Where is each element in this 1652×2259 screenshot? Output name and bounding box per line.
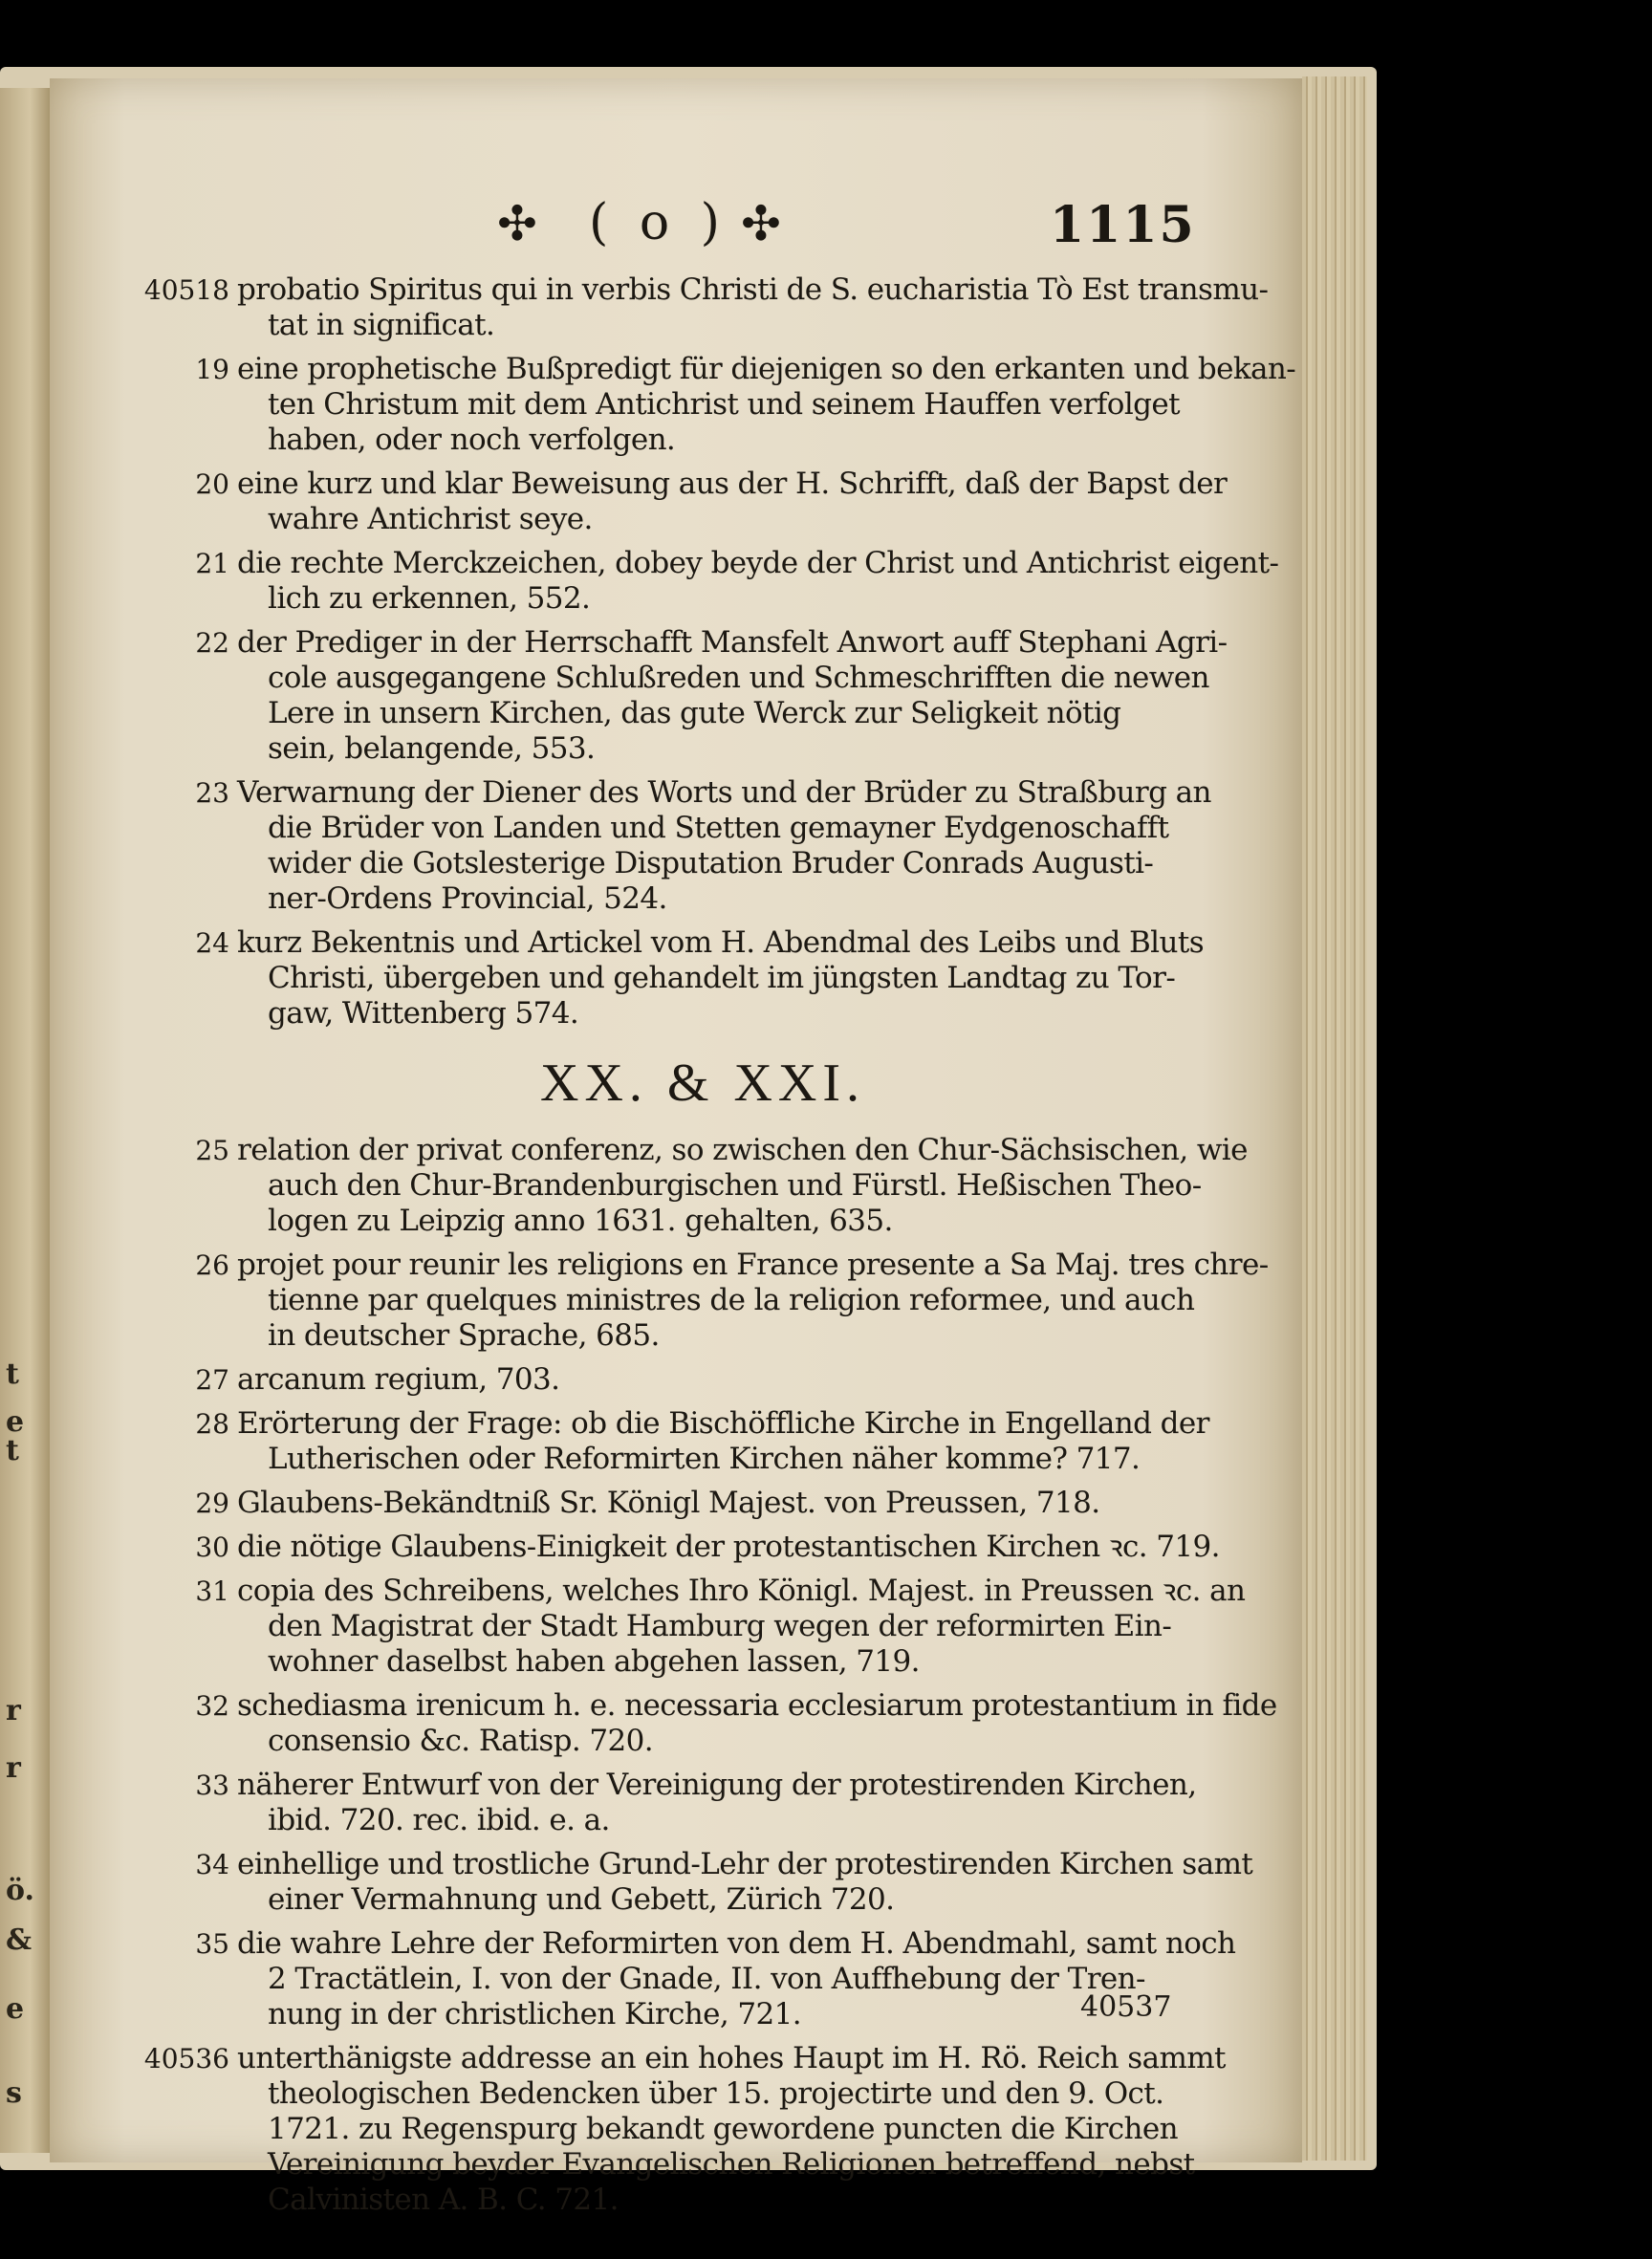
left-margin-char: s: [6, 2076, 22, 2110]
entry-line: 1721. zu Regenspurg bekandt gewordene puncten die Kirchen: [268, 2112, 1179, 2146]
page-edges: [1302, 76, 1367, 2161]
entry-line: sein, belangende, 553.: [268, 731, 596, 766]
entry-text: [237, 1847, 1253, 1918]
list-item: [134, 925, 1205, 1032]
entry-line: tat in significat.: [268, 308, 495, 342]
entry-line: projet pour reunir les religions en France presente a Sa Maj. tres chre-: [237, 1248, 1269, 1282]
entry-group-b: [134, 1133, 1277, 2218]
left-margin-char: e: [6, 1992, 25, 2026]
entry-number: 32: [195, 1690, 229, 1722]
entry-number: 22: [195, 627, 229, 659]
entry-text: [237, 925, 1205, 1032]
entry-text: [237, 1406, 1209, 1477]
list-item: [134, 1688, 1277, 1759]
entry-text: [237, 625, 1228, 767]
entry-number: 28: [195, 1408, 229, 1440]
entry-line: näherer Entwurf von der Vereinigung der protestirenden Kirchen,: [237, 1768, 1197, 1802]
entry-number: 33: [195, 1770, 229, 1801]
entry-number: 26: [195, 1249, 229, 1281]
entry-line: Glaubens-Bekändtniß Sr. Königl Majest. von Preussen, 718.: [237, 1486, 1100, 1520]
entry-number: 27: [195, 1364, 229, 1396]
entry-text: [237, 1248, 1269, 1354]
fleuron-icon: ✣: [497, 196, 537, 251]
entry-line: unterthänigste addresse an ein hohes Haupt im H. Rö. Reich sammt: [237, 2041, 1226, 2075]
entry-number: 34: [195, 1849, 229, 1880]
entry-line: den Magistrat der Stadt Hamburg wegen der reformirten Ein-: [268, 1609, 1172, 1643]
list-item: [134, 775, 1211, 917]
entry-line: Calvinisten A. B. C. 721.: [268, 2183, 619, 2217]
entry-line: schediasma irenicum h. e. necessaria ecclesiarum protestantium in fide: [237, 1688, 1277, 1723]
entry-line: relation der privat conferenz, so zwischen den Chur-Sächsischen, wie: [237, 1133, 1248, 1167]
entry-number: 40536: [143, 2043, 229, 2074]
entry-text: [237, 1133, 1248, 1239]
left-margin-char: t: [6, 1434, 19, 1467]
entry-line: tienne par quelques ministres de la religion reformee, und auch: [268, 1283, 1195, 1317]
entry-line: theologischen Bedencken über 15. projectirte und den 9. Oct.: [268, 2076, 1164, 2111]
entry-number: 21: [195, 548, 229, 579]
entry-line: cole ausgegangene Schlußreden und Schmeschrifften die newen: [268, 661, 1209, 695]
entry-line: logen zu Leipzig anno 1631. gehalten, 635.: [268, 1204, 893, 1238]
entry-text: [237, 1688, 1277, 1759]
list-item: [134, 1248, 1269, 1354]
entry-number: 29: [195, 1488, 229, 1519]
entry-number: 31: [195, 1575, 229, 1607]
entry-line: arcanum regium, 703.: [237, 1362, 560, 1397]
list-item: [134, 1926, 1236, 2032]
entry-text: [237, 1530, 1220, 1565]
list-item: [134, 1574, 1246, 1680]
entry-text: [237, 2041, 1226, 2218]
entry-line: copia des Schreibens, welches Ihro Königl. Majest. in Preussen ꝛc. an: [237, 1574, 1246, 1608]
left-margin-char: r: [6, 1751, 21, 1785]
list-item: [134, 352, 1296, 458]
left-margin-char: ö.: [6, 1874, 34, 1907]
entry-line: wider die Gotslesterige Disputation Bruder Conrads Augusti-: [268, 846, 1154, 880]
left-margin-char: e: [6, 1405, 25, 1439]
entry-number: 25: [195, 1135, 229, 1166]
entry-line: einhellige und trostliche Grund-Lehr der protestirenden Kirchen samt: [237, 1847, 1253, 1881]
entry-number: 30: [195, 1531, 229, 1563]
entry-text: [237, 272, 1269, 343]
entry-text: [237, 775, 1211, 917]
entry-line: die rechte Merckzeichen, dobey beyde der Christ und Antichrist eigent-: [237, 546, 1279, 580]
list-item: [134, 272, 1269, 343]
entry-line: auch den Chur-Brandenburgischen und Fürstl. Heßischen Theo-: [268, 1168, 1202, 1203]
entry-line: probatio Spiritus qui in verbis Christi de S. eucharistia Tò Est transmu-: [237, 272, 1269, 307]
list-item: [134, 1486, 1195, 1521]
entry-line: in deutscher Sprache, 685.: [268, 1318, 660, 1353]
entry-line: nung in der christlichen Kirche, 721.: [268, 1997, 802, 2031]
list-item: [134, 467, 1228, 537]
page-number: 1115: [1050, 196, 1196, 254]
fleuron-icon: ✣: [741, 196, 781, 251]
entry-line: Erörterung der Frage: ob die Bischöffliche Kirche in Engelland der: [237, 1406, 1209, 1441]
entry-line: lich zu erkennen, 552.: [268, 581, 591, 616]
list-item: [134, 1362, 1195, 1398]
entry-line: gaw, Wittenberg 574.: [268, 996, 579, 1031]
entry-text: [237, 1362, 1195, 1398]
entry-line: die Brüder von Landen und Stetten gemayner Eydgenoschafft: [268, 811, 1169, 845]
entry-line: der Prediger in der Herrschafft Mansfelt Anwort auff Stephani Agri-: [237, 625, 1228, 660]
left-margin-char: t: [6, 1358, 19, 1391]
entry-text: [237, 1574, 1246, 1680]
entry-number: 24: [195, 927, 229, 959]
list-item: [134, 1768, 1195, 1838]
entry-number: 40518: [143, 274, 229, 306]
entry-line: Vereinigung beyder Evangelischen Religionen betreffend, nebst: [268, 2147, 1195, 2182]
entry-line: ner-Ordens Provincial, 524.: [268, 881, 667, 916]
entry-number: 23: [195, 777, 229, 809]
entry-line: die wahre Lehre der Reformirten von dem H. Abendmahl, samt noch: [237, 1926, 1236, 1961]
entry-text: [237, 546, 1279, 617]
list-item: [134, 1847, 1253, 1918]
left-margin-char: r: [6, 1694, 21, 1727]
left-margin-char: &: [6, 1923, 33, 1957]
entry-line: consensio &c. Ratisp. 720.: [268, 1724, 654, 1758]
entry-text: [237, 1768, 1195, 1838]
entry-group-a: [134, 272, 1296, 1032]
entry-number: 20: [195, 468, 229, 500]
entry-line: einer Vermahnung und Gebett, Zürich 720.: [268, 1882, 895, 1917]
entry-number: 35: [195, 1928, 229, 1960]
left-page-edge: [0, 88, 50, 2153]
list-item: [134, 1530, 1220, 1565]
list-item: [134, 1406, 1209, 1477]
entry-number: 19: [195, 354, 229, 385]
entry-line: kurz Bekentnis und Artickel vom H. Abendmal des Leibs und Bluts: [237, 925, 1205, 960]
entry-line: wahre Antichrist seye.: [268, 502, 593, 536]
entry-text: [237, 1486, 1195, 1521]
entry-line: Christi, übergeben und gehandelt im jüngsten Landtag zu Tor-: [268, 961, 1176, 995]
running-header: [497, 194, 1196, 263]
entry-text: [237, 467, 1228, 537]
entry-line: haben, oder noch verfolgen.: [268, 423, 676, 457]
entry-line: eine prophetische Bußpredigt für diejenigen so den erkanten und bekan-: [237, 352, 1296, 386]
list-item: [134, 625, 1228, 767]
list-item: [134, 546, 1279, 617]
entry-line: ten Christum mit dem Antichrist und seinem Hauffen verfolget: [268, 387, 1181, 422]
entry-line: 2 Tractätlein, I. von der Gnade, II. von Auffhebung der Tren-: [268, 1962, 1145, 1996]
entry-line: Lere in unsern Kirchen, das gute Werck zur Seligkeit nötig: [268, 696, 1121, 730]
catchword: 40537: [1080, 1990, 1172, 2024]
header-signature: ( o ): [589, 194, 728, 251]
entry-line: eine kurz und klar Beweisung aus der H. Schrifft, daß der Bapst der: [237, 467, 1228, 501]
entry-text: [237, 1926, 1236, 2032]
list-item: [134, 1133, 1248, 1239]
entry-line: Lutherischen oder Reformirten Kirchen näher komme? 717.: [268, 1442, 1141, 1476]
entry-line: ibid. 720. rec. ibid. e. a.: [268, 1803, 610, 1837]
list-item: [134, 2041, 1226, 2218]
entry-line: Verwarnung der Diener des Worts und der Brüder zu Straßburg an: [237, 775, 1211, 810]
entry-line: die nötige Glaubens-Einigkeit der protestantischen Kirchen ꝛc. 719.: [237, 1530, 1220, 1564]
entry-list: [134, 272, 1296, 2226]
section-title: XX. & XXI.: [540, 1053, 865, 1113]
entry-text: [237, 352, 1296, 458]
entry-line: wohner daselbst haben abgehen lassen, 719.: [268, 1644, 920, 1679]
